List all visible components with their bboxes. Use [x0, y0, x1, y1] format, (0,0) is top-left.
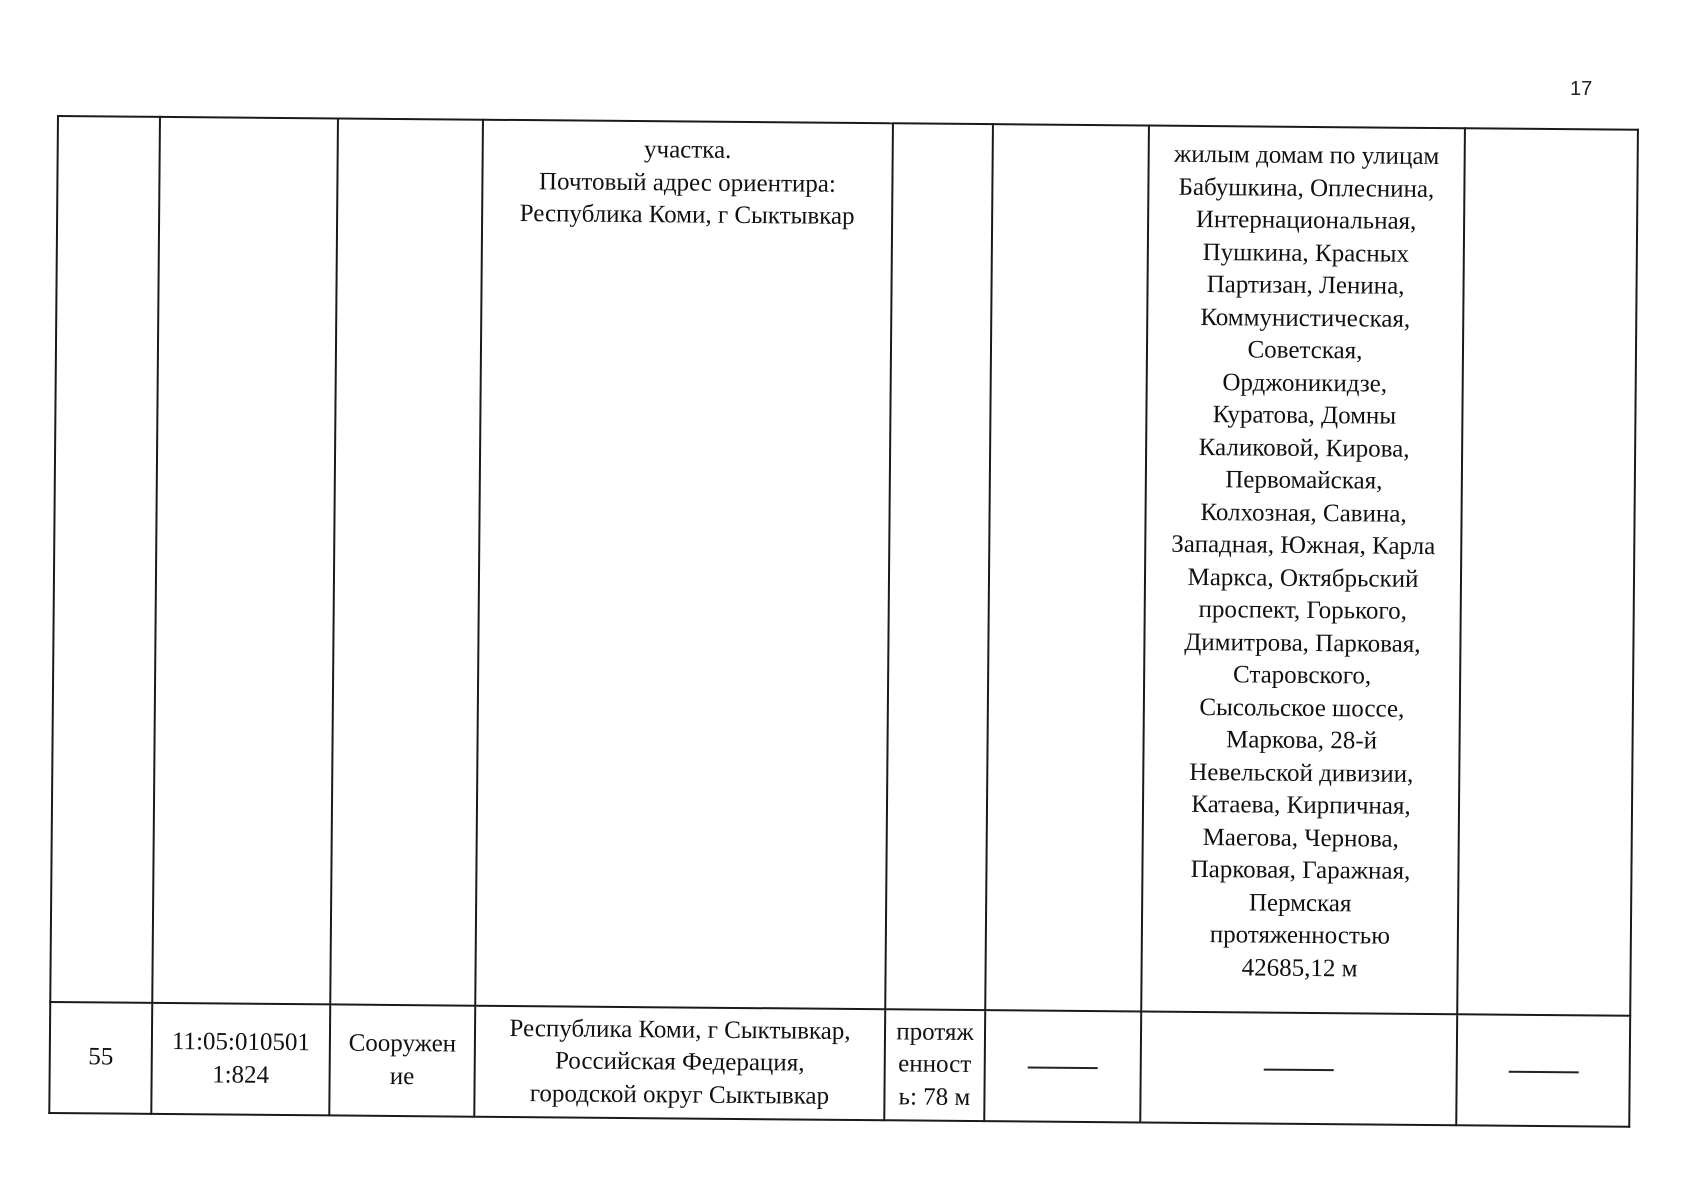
- description-line: Маркса, Октябрьский: [1187, 563, 1419, 593]
- address-line: Российская Федерация,: [554, 1047, 805, 1077]
- description-line: Интернациональная,: [1195, 205, 1417, 235]
- cell-object-type: [329, 1004, 475, 1116]
- cell-description: [1140, 1011, 1457, 1125]
- description-line: Маегова, Чернова,: [1202, 823, 1399, 853]
- description-line: Маркова, 28-й: [1225, 726, 1378, 755]
- type-line: Сооружен: [348, 1029, 457, 1058]
- description-line: Партизан, Ленина,: [1206, 271, 1405, 300]
- description-line: Катаева, Кирпичная,: [1191, 790, 1411, 820]
- type-line: ие: [389, 1062, 415, 1090]
- description-line: Коммунистическая,: [1200, 303, 1411, 333]
- table-row-55: [49, 1002, 1630, 1127]
- cell-empty-8: [1457, 128, 1638, 1015]
- description-line: Колхозная, Савина,: [1200, 498, 1407, 528]
- register-table: [48, 115, 1639, 1128]
- address-line: Республика Коми, г Сыктывкар: [519, 200, 855, 230]
- cadastral-line: 1:824: [212, 1060, 270, 1089]
- description-line: Пермская: [1248, 888, 1352, 917]
- address-line: Республика Коми, г Сыктывкар,: [509, 1014, 851, 1045]
- address-line: Почтовый адрес ориентира:: [538, 167, 836, 198]
- cell-address: [474, 1006, 885, 1121]
- description-line: 42685,12 м: [1241, 953, 1358, 982]
- description-line: Орджоникидзе,: [1222, 368, 1388, 398]
- description-line: Старовского,: [1232, 661, 1372, 690]
- page-number: 17: [1570, 78, 1593, 100]
- description-line: Первомайская,: [1225, 466, 1383, 495]
- description-line: жилым домам по улицам: [1173, 140, 1440, 171]
- empty-dash: [1264, 1068, 1334, 1071]
- description-line: Западная, Южная, Карла: [1171, 530, 1436, 561]
- description-line: проспект, Горького,: [1198, 595, 1408, 625]
- cell-object-type: [330, 118, 483, 1005]
- description-line: Парковая, Гаражная,: [1190, 855, 1411, 885]
- empty-dash: [1028, 1066, 1098, 1069]
- cell-number: 55: [49, 1002, 152, 1114]
- description-line: Димитрова, Парковая,: [1184, 628, 1421, 658]
- description-line: Советская,: [1247, 336, 1363, 365]
- description-line: протяженностью: [1209, 921, 1391, 950]
- length-line: ь: 78 м: [898, 1083, 971, 1111]
- empty-dash: [1508, 1070, 1578, 1073]
- description-line: Куратова, Домны: [1212, 401, 1397, 430]
- cell-empty-6: [985, 124, 1149, 1011]
- description-line: Бабушкина, Оплеснина,: [1178, 173, 1435, 203]
- address-line: участка.: [643, 136, 732, 164]
- description-line: Пушкина, Красных: [1202, 238, 1410, 268]
- table-row-continuation: [50, 116, 1638, 1016]
- description-line: Сысольское шоссе,: [1199, 693, 1405, 723]
- cell-characteristics: [884, 1009, 985, 1121]
- length-line: протяж: [896, 1018, 974, 1046]
- address-line: городской округ Сыктывкар: [529, 1079, 830, 1110]
- cell-description: [1141, 126, 1465, 1015]
- length-line: енност: [898, 1050, 972, 1079]
- cell-empty-8: [1456, 1014, 1630, 1127]
- description-line: Невельской дивизии,: [1189, 758, 1414, 788]
- cell-characteristics: [885, 123, 993, 1010]
- cell-number: [50, 116, 160, 1003]
- cell-address: [475, 120, 893, 1010]
- cadastral-line: 11:05:010501: [171, 1028, 311, 1057]
- description-line: Каликовой, Кирова,: [1198, 433, 1410, 463]
- cell-empty-6: [984, 1010, 1141, 1122]
- cell-cadastral-number: [151, 1003, 330, 1116]
- cell-cadastral-number: [152, 117, 338, 1005]
